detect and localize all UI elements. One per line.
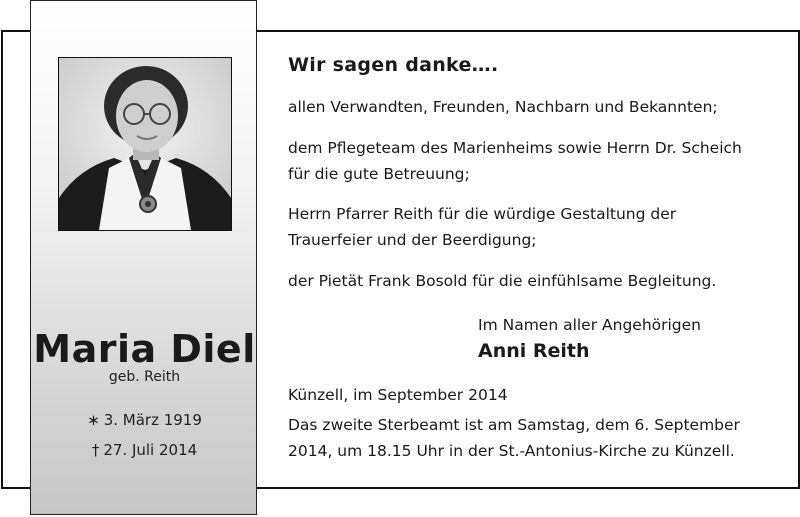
message-line: Trauerfeier und der Beerdigung; xyxy=(288,231,537,249)
place-date: Künzell, im September 2014 xyxy=(288,386,508,404)
birth-date-row xyxy=(31,411,258,429)
message-line: der Pietät Frank Bosold für die einfühlsame Begleitung. xyxy=(288,272,717,290)
death-symbol: † xyxy=(91,441,100,459)
signature-name: Anni Reith xyxy=(478,340,590,362)
death-date-row xyxy=(31,441,258,459)
footer-line: Das zweite Sterbeamt ist am Samstag, dem 6. September xyxy=(288,416,740,434)
message-line: Herrn Pfarrer Reith für die würdige Gestaltung der xyxy=(288,205,677,223)
message-heading: Wir sagen danke…. xyxy=(288,54,499,76)
sidebar-panel xyxy=(30,0,257,515)
portrait-image xyxy=(59,58,231,230)
message-line: dem Pflegeteam des Marienheims sowie Herrn Dr. Scheich xyxy=(288,139,742,157)
portrait-photo xyxy=(58,57,232,231)
message-line: allen Verwandten, Freunden, Nachbarn und Bekannten; xyxy=(288,98,718,116)
maiden-name: geb. Reith xyxy=(108,369,181,385)
signature-intro: Im Namen aller Angehörigen xyxy=(478,316,702,334)
message-line: für die gute Betreuung; xyxy=(288,165,470,183)
death-date: 27. Juli 2014 xyxy=(103,441,198,459)
birth-date: 3. März 1919 xyxy=(103,411,202,429)
deceased-name: Maria Diel xyxy=(33,327,256,371)
footer-line: 2014, um 18.15 Uhr in der St.-Antonius-Kirche zu Künzell. xyxy=(288,442,735,460)
birth-symbol: ∗ xyxy=(87,411,100,429)
